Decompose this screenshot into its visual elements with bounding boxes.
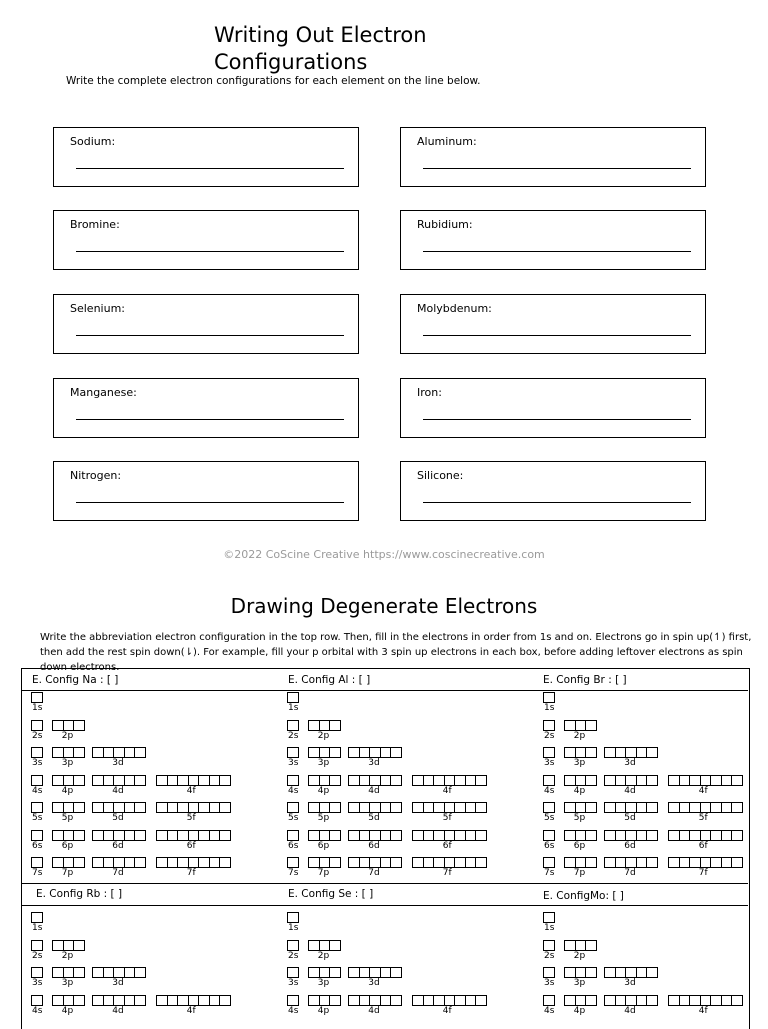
orbital-label: 3d xyxy=(368,978,380,988)
orbital-box[interactable] xyxy=(73,995,85,1006)
orbital-box[interactable] xyxy=(31,912,43,923)
orbital-label: 4p xyxy=(317,1005,330,1016)
orbital-box[interactable] xyxy=(585,857,597,868)
orbital-label: 5p xyxy=(573,813,586,823)
orbital-box[interactable] xyxy=(31,830,43,841)
orbital-label: 7f xyxy=(698,868,708,878)
orbital-label: 6p xyxy=(61,840,74,851)
orbital-box[interactable] xyxy=(73,830,85,841)
section-title: Drawing Degenerate Electrons xyxy=(230,594,538,618)
answer-line[interactable] xyxy=(76,502,344,503)
orbital-box[interactable] xyxy=(329,720,341,731)
orbital-box[interactable] xyxy=(219,802,231,813)
orbital-box[interactable] xyxy=(390,802,402,813)
orbital-label: 6d xyxy=(112,840,124,851)
orbital-box[interactable] xyxy=(31,720,43,731)
answer-box-nitrogen xyxy=(53,461,359,521)
orbital-box[interactable] xyxy=(287,967,299,978)
orbital-label: 7s xyxy=(544,868,555,878)
orbital-box[interactable] xyxy=(329,802,341,813)
copyright: ©2022 CoScine Creative https://www.coscinecreative.com xyxy=(223,548,545,561)
element-label: Selenium: xyxy=(70,302,125,315)
instructions: Write the complete electron configurations for each element on the line below. xyxy=(66,75,481,87)
orbital-box[interactable] xyxy=(585,967,597,978)
orbital-box[interactable] xyxy=(543,995,555,1006)
orbital-box[interactable] xyxy=(134,830,146,841)
orbital-label: 6f xyxy=(442,840,452,851)
orbital-label: 3d xyxy=(624,758,636,768)
orbital-box[interactable] xyxy=(73,940,85,951)
orbital-label: 6d xyxy=(368,840,380,851)
orbital-label: 7p xyxy=(61,868,74,878)
orbital-label: 1s xyxy=(32,703,43,713)
orbital-label: 2p xyxy=(573,730,586,741)
orbital-box[interactable] xyxy=(219,995,231,1006)
orbital-box[interactable] xyxy=(585,747,597,758)
orbital-label: 4p xyxy=(61,1005,74,1016)
orbital-label: 4p xyxy=(317,785,330,796)
answer-box-rubidium xyxy=(400,210,706,270)
orbital-box[interactable] xyxy=(31,802,43,813)
answer-line[interactable] xyxy=(423,168,691,169)
orbital-box[interactable] xyxy=(73,720,85,731)
element-label: Aluminum: xyxy=(417,135,477,148)
orbital-box[interactable] xyxy=(134,995,146,1006)
orbital-label: 3s xyxy=(288,758,299,768)
page-title: Writing Out Electron Configurations xyxy=(214,23,427,74)
answer-box-sodium xyxy=(53,127,359,187)
orbital-label: 3p xyxy=(61,758,74,768)
element-label: Silicone: xyxy=(417,469,464,482)
row-divider xyxy=(21,883,748,884)
answer-line[interactable] xyxy=(423,419,691,420)
orbital-label: 2p xyxy=(61,950,74,961)
orbital-box[interactable] xyxy=(475,802,487,813)
orbital-label: 2s xyxy=(32,730,43,741)
answer-box-bromine xyxy=(53,210,359,270)
orbital-box[interactable] xyxy=(646,802,658,813)
orbital-label: 5s xyxy=(288,813,299,823)
orbital-label: 4f xyxy=(186,785,196,796)
orbital-label: 3p xyxy=(317,978,330,988)
orbital-box[interactable] xyxy=(585,995,597,1006)
section-instructions: Write the abbreviation electron configuration in the top row. Then, fill in the electrons in order from 1s and on. Electrons go in spin up(↿) first, then add the rest spin down(⇂). For example, fill your p orbital with 3 spin up electrons in each box, before adding leftover electrons as spin down electrons. xyxy=(40,632,752,673)
orbital-box[interactable] xyxy=(287,775,299,786)
orbital-box[interactable] xyxy=(543,747,555,758)
orbital-label: 4d xyxy=(112,785,124,796)
orbital-box[interactable] xyxy=(585,940,597,951)
answer-box-manganese xyxy=(53,378,359,438)
orbital-box[interactable] xyxy=(219,775,231,786)
orbital-box[interactable] xyxy=(287,830,299,841)
orbital-label: 3d xyxy=(112,758,124,768)
orbital-label: 5d xyxy=(112,813,124,823)
answer-box-iron xyxy=(400,378,706,438)
orbital-box[interactable] xyxy=(646,830,658,841)
orbital-label: 4s xyxy=(288,785,299,796)
element-label: Iron: xyxy=(417,386,442,399)
element-label: Manganese: xyxy=(70,386,137,399)
orbital-box[interactable] xyxy=(329,747,341,758)
answer-line[interactable] xyxy=(76,419,344,420)
orbital-label: 2p xyxy=(317,730,330,741)
orbital-label: 1s xyxy=(288,703,299,713)
orbital-box[interactable] xyxy=(390,830,402,841)
orbital-box[interactable] xyxy=(31,940,43,951)
orbital-box[interactable] xyxy=(475,775,487,786)
orbital-label: 4p xyxy=(61,785,74,796)
orbital-label: 2s xyxy=(288,730,299,741)
element-label: Sodium: xyxy=(70,135,116,148)
answer-line[interactable] xyxy=(423,335,691,336)
answer-line[interactable] xyxy=(423,502,691,503)
answer-line[interactable] xyxy=(76,335,344,336)
orbital-label: 5p xyxy=(317,813,330,823)
orbital-label: 4s xyxy=(288,1005,299,1016)
orbital-label: 3s xyxy=(32,758,43,768)
orbital-label: 3p xyxy=(573,978,586,988)
orbital-label: 6p xyxy=(573,840,586,851)
panel-header-se: E. Config Se : [ ] xyxy=(288,888,374,900)
orbital-box[interactable] xyxy=(134,802,146,813)
panel-header-al: E. Config Al : [ ] xyxy=(288,674,371,686)
orbital-box[interactable] xyxy=(585,720,597,731)
answer-box-selenium xyxy=(53,294,359,354)
orbital-box[interactable] xyxy=(73,775,85,786)
orbital-box[interactable] xyxy=(73,967,85,978)
orbital-box[interactable] xyxy=(31,967,43,978)
orbital-label: 2s xyxy=(288,950,299,961)
orbital-box[interactable] xyxy=(31,775,43,786)
orbital-box[interactable] xyxy=(543,802,555,813)
orbital-label: 5s xyxy=(32,813,43,823)
orbital-box[interactable] xyxy=(585,775,597,786)
orbital-label: 4p xyxy=(573,1005,586,1016)
orbital-label: 4f xyxy=(698,785,708,796)
orbital-label: 3p xyxy=(573,758,586,768)
orbital-box[interactable] xyxy=(543,830,555,841)
orbital-box[interactable] xyxy=(475,830,487,841)
orbital-label: 4f xyxy=(442,1005,452,1016)
orbital-label: 2s xyxy=(544,950,555,961)
orbital-box[interactable] xyxy=(475,857,487,868)
element-label: Molybdenum: xyxy=(417,302,492,315)
orbital-label: 7s xyxy=(32,868,43,878)
orbital-box[interactable] xyxy=(731,775,743,786)
orbital-label: 3d xyxy=(624,978,636,988)
orbital-label: 2s xyxy=(544,730,555,741)
orbital-label: 7p xyxy=(317,868,330,878)
orbital-label: 5f xyxy=(442,813,452,823)
element-label: Rubidium: xyxy=(417,218,473,231)
orbital-box[interactable] xyxy=(287,940,299,951)
orbital-box[interactable] xyxy=(390,967,402,978)
answer-line[interactable] xyxy=(76,251,344,252)
header-divider xyxy=(21,690,748,691)
panel-header-br: E. Config Br : [ ] xyxy=(543,674,627,686)
orbital-box[interactable] xyxy=(585,802,597,813)
panel-header-rb: E. Config Rb : [ ] xyxy=(36,888,123,900)
orbital-box[interactable] xyxy=(646,967,658,978)
orbital-label: 3p xyxy=(317,758,330,768)
orbital-label: 7f xyxy=(442,868,452,878)
orbital-box[interactable] xyxy=(731,995,743,1006)
orbital-label: 6f xyxy=(698,840,708,851)
orbital-box[interactable] xyxy=(73,747,85,758)
orbital-label: 4s xyxy=(544,785,555,796)
orbital-label: 4d xyxy=(624,1005,636,1016)
orbital-label: 7d xyxy=(112,868,124,878)
orbital-label: 7s xyxy=(288,868,299,878)
orbital-box[interactable] xyxy=(646,775,658,786)
orbital-label: 5s xyxy=(544,813,555,823)
orbital-box[interactable] xyxy=(287,995,299,1006)
orbital-box[interactable] xyxy=(543,775,555,786)
orbital-label: 5f xyxy=(698,813,708,823)
orbital-box[interactable] xyxy=(543,912,555,923)
answer-box-molybdenum xyxy=(400,294,706,354)
orbital-label: 4s xyxy=(32,1005,43,1016)
orbital-box[interactable] xyxy=(329,830,341,841)
orbital-box[interactable] xyxy=(31,747,43,758)
orbital-box[interactable] xyxy=(329,857,341,868)
orbital-box[interactable] xyxy=(646,857,658,868)
orbital-label: 1s xyxy=(288,923,299,933)
orbital-label: 3s xyxy=(544,758,555,768)
orbital-box[interactable] xyxy=(390,747,402,758)
orbital-label: 5d xyxy=(624,813,636,823)
orbital-box[interactable] xyxy=(134,775,146,786)
orbital-label: 4d xyxy=(112,1005,124,1016)
orbital-box[interactable] xyxy=(134,857,146,868)
orbital-label: 6s xyxy=(288,840,299,851)
orbital-box[interactable] xyxy=(134,967,146,978)
orbital-label: 4f xyxy=(442,785,452,796)
orbital-box[interactable] xyxy=(731,857,743,868)
orbital-box[interactable] xyxy=(287,747,299,758)
answer-line[interactable] xyxy=(423,251,691,252)
answer-line[interactable] xyxy=(76,168,344,169)
orbital-label: 6f xyxy=(186,840,196,851)
orbital-label: 4s xyxy=(32,785,43,796)
orbital-box[interactable] xyxy=(543,857,555,868)
orbital-box[interactable] xyxy=(329,967,341,978)
orbital-box[interactable] xyxy=(390,995,402,1006)
orbital-box[interactable] xyxy=(31,995,43,1006)
panel-header-mo: E. ConfigMo: [ ] xyxy=(543,890,624,902)
orbital-label: 3d xyxy=(112,978,124,988)
orbital-label: 4d xyxy=(368,785,380,796)
orbital-box[interactable] xyxy=(585,830,597,841)
orbital-label: 4f xyxy=(186,1005,196,1016)
orbital-box[interactable] xyxy=(219,830,231,841)
orbital-label: 5d xyxy=(368,813,380,823)
orbital-label: 3s xyxy=(288,978,299,988)
orbital-box[interactable] xyxy=(287,802,299,813)
orbital-box[interactable] xyxy=(543,967,555,978)
orbital-box[interactable] xyxy=(31,692,43,703)
element-label: Nitrogen: xyxy=(70,469,122,482)
orbital-label: 2p xyxy=(573,950,586,961)
orbital-label: 2s xyxy=(32,950,43,961)
orbital-label: 4p xyxy=(573,785,586,796)
orbital-label: 2p xyxy=(317,950,330,961)
orbital-box[interactable] xyxy=(543,940,555,951)
answer-box-silicone xyxy=(400,461,706,521)
orbital-box[interactable] xyxy=(390,775,402,786)
orbital-box[interactable] xyxy=(329,995,341,1006)
orbital-label: 6s xyxy=(32,840,43,851)
orbital-box[interactable] xyxy=(390,857,402,868)
orbital-label: 4d xyxy=(624,785,636,796)
orbital-label: 1s xyxy=(544,703,555,713)
panel-header-na: E. Config Na : [ ] xyxy=(32,674,119,686)
orbital-label: 4s xyxy=(544,1005,555,1016)
orbital-box[interactable] xyxy=(73,857,85,868)
orbital-label: 7d xyxy=(624,868,636,878)
orbital-box[interactable] xyxy=(731,802,743,813)
orbital-box[interactable] xyxy=(73,802,85,813)
orbital-label: 3d xyxy=(368,758,380,768)
orbital-label: 3p xyxy=(61,978,74,988)
orbital-label: 3s xyxy=(32,978,43,988)
orbital-label: 2p xyxy=(61,730,74,741)
orbital-label: 1s xyxy=(544,923,555,933)
orbital-box[interactable] xyxy=(287,912,299,923)
orbital-box[interactable] xyxy=(475,995,487,1006)
orbital-label: 7d xyxy=(368,868,380,878)
orbital-box[interactable] xyxy=(287,692,299,703)
header-divider xyxy=(21,905,748,906)
answer-box-aluminum xyxy=(400,127,706,187)
orbital-box[interactable] xyxy=(31,857,43,868)
orbital-label: 6p xyxy=(317,840,330,851)
orbital-label: 7f xyxy=(186,868,196,878)
element-label: Bromine: xyxy=(70,218,120,231)
orbital-box[interactable] xyxy=(646,747,658,758)
orbital-box[interactable] xyxy=(287,857,299,868)
orbital-label: 6d xyxy=(624,840,636,851)
orbital-label: 4f xyxy=(698,1005,708,1016)
orbital-box[interactable] xyxy=(329,775,341,786)
orbital-box[interactable] xyxy=(646,995,658,1006)
orbital-box[interactable] xyxy=(543,692,555,703)
orbital-box[interactable] xyxy=(219,857,231,868)
orbital-label: 7p xyxy=(573,868,586,878)
orbital-box[interactable] xyxy=(731,830,743,841)
orbital-box[interactable] xyxy=(287,720,299,731)
orbital-label: 3s xyxy=(544,978,555,988)
orbital-label: 5f xyxy=(186,813,196,823)
orbital-label: 1s xyxy=(32,923,43,933)
orbital-box[interactable] xyxy=(134,747,146,758)
orbital-box[interactable] xyxy=(543,720,555,731)
orbital-label: 6s xyxy=(544,840,555,851)
orbital-box[interactable] xyxy=(329,940,341,951)
orbital-label: 5p xyxy=(61,813,74,823)
orbital-label: 4d xyxy=(368,1005,380,1016)
